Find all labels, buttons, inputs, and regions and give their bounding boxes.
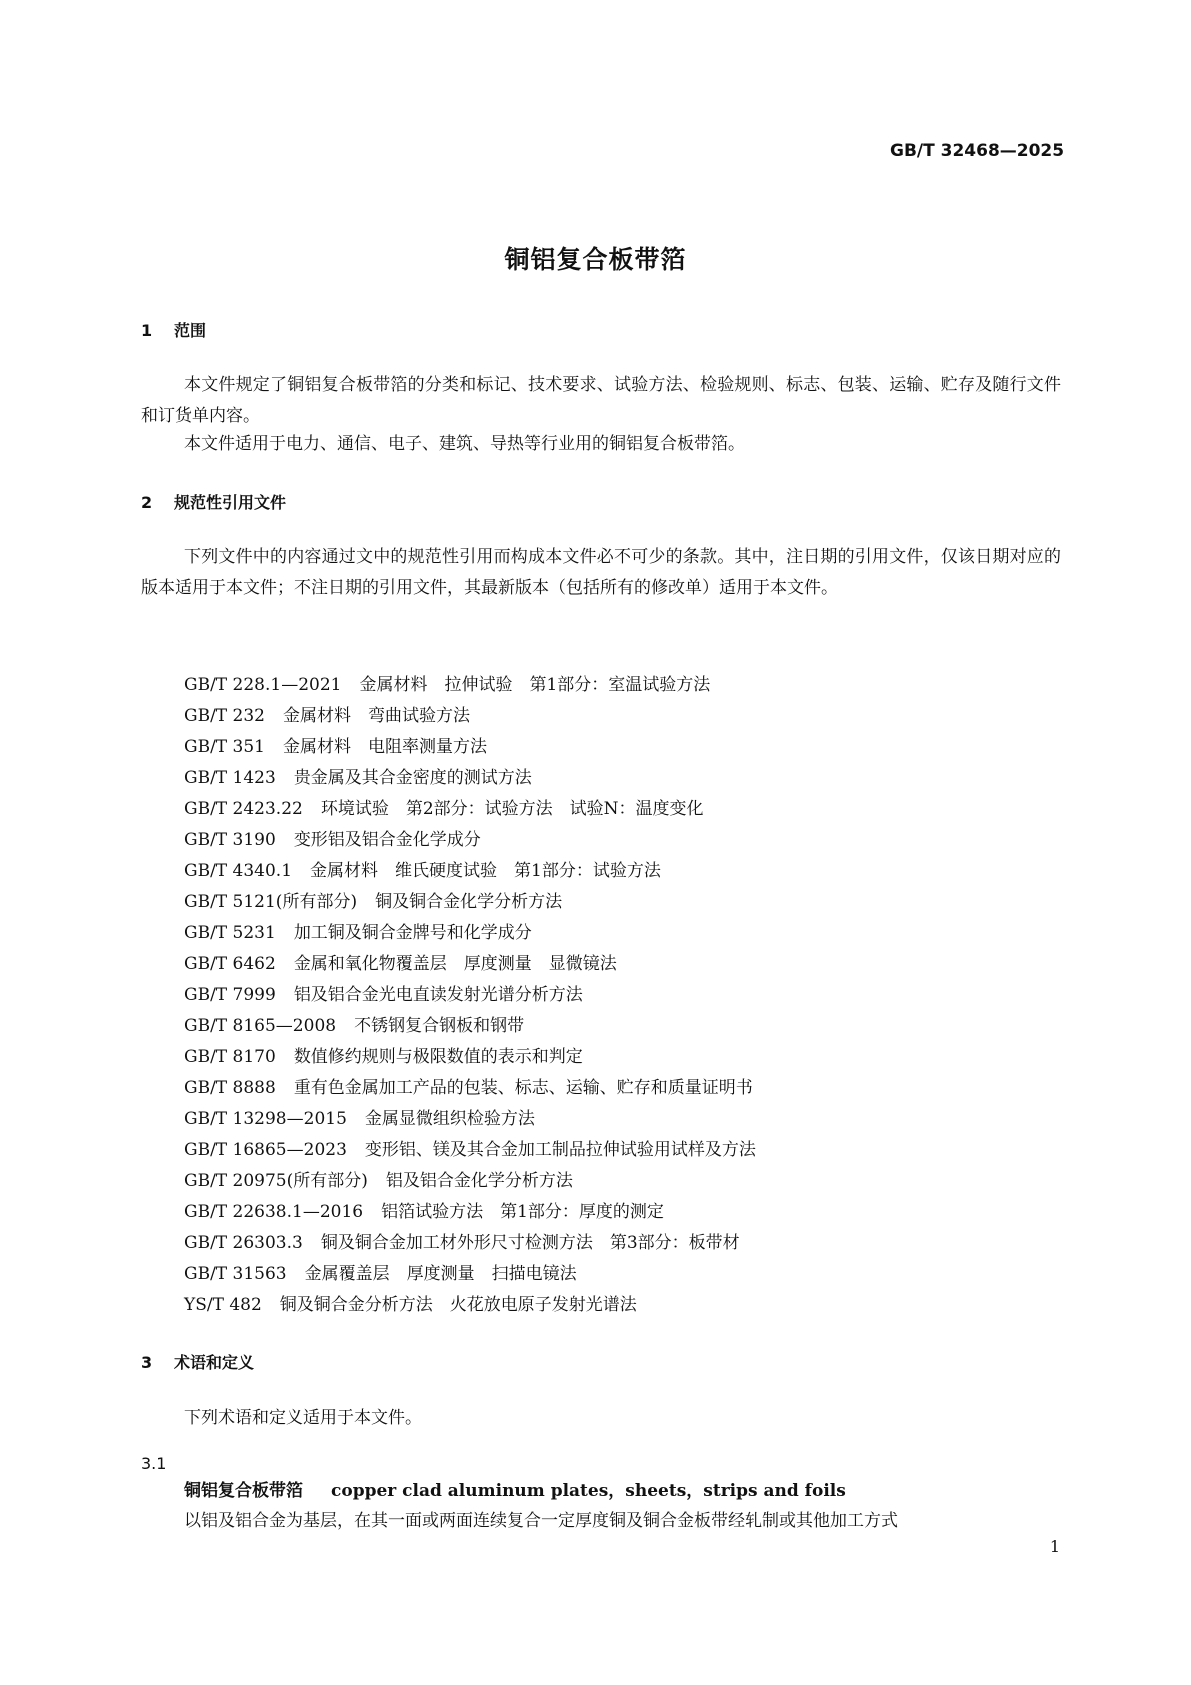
reference-title: 环境试验 第2部分：试验方法 试验N：温度变化 (320, 799, 704, 819)
reference-title: 重有色金属加工产品的包装、标志、运输、贮存和质量证明书 (293, 1078, 753, 1098)
section-number: 1 (141, 321, 153, 340)
reference-code: GB/T 7999 (184, 985, 276, 1005)
reference-code: GB/T 13298—2015 (184, 1109, 347, 1129)
reference-code: GB/T 4340.1 (184, 861, 293, 881)
reference-item (184, 825, 756, 856)
reference-title: 金属覆盖层 厚度测量 扫描电镜法 (304, 1264, 577, 1284)
section-number: 3 (141, 1353, 153, 1372)
reference-item (184, 1135, 756, 1166)
reference-item (184, 1290, 756, 1321)
reference-item (184, 856, 756, 887)
section-3-heading (141, 1350, 254, 1373)
reference-item (184, 1073, 756, 1104)
reference-title: 铝箔试验方法 第1部分：厚度的测定 (381, 1202, 664, 1222)
reference-code: GB/T 2423.22 (184, 799, 303, 819)
standard-number: GB/T 32468—2025 (890, 141, 1065, 161)
reference-title: 贵金属及其合金密度的测试方法 (293, 768, 532, 788)
reference-item (184, 1228, 756, 1259)
section-title: 规范性引用文件 (174, 493, 287, 512)
section-title: 术语和定义 (174, 1353, 255, 1372)
reference-item (184, 1197, 756, 1228)
reference-title: 铝及铝合金化学分析方法 (385, 1171, 573, 1191)
reference-code: GB/T 232 (184, 706, 265, 726)
reference-title: 铜及铜合金加工材外形尺寸检测方法 第3部分：板带材 (320, 1233, 740, 1253)
reference-item (184, 1166, 756, 1197)
reference-title: 变形铝及铝合金化学成分 (293, 830, 481, 850)
document-title: 铜铝复合板带箔 (504, 245, 687, 274)
scope-paragraph-2: 本文件适用于电力、通信、电子、建筑、导热等行业用的铜铝复合板带箔。 (184, 434, 745, 454)
reference-code: GB/T 8888 (184, 1078, 276, 1098)
reference-list (184, 670, 756, 1321)
reference-item (184, 670, 756, 701)
reference-title: 金属和氧化物覆盖层 厚度测量 显微镜法 (293, 954, 617, 974)
reference-code: GB/T 31563 (184, 1264, 287, 1284)
reference-item (184, 918, 756, 949)
reference-title: 金属显微组织检验方法 (364, 1109, 535, 1129)
reference-code: GB/T 6462 (184, 954, 276, 974)
reference-item (184, 1042, 756, 1073)
terms-intro: 下列术语和定义适用于本文件。 (184, 1408, 422, 1428)
reference-item (184, 1011, 756, 1042)
reference-item (184, 1259, 756, 1290)
reference-title: 铜及铜合金分析方法 火花放电原子发射光谱法 (279, 1295, 637, 1315)
reference-code: GB/T 8165—2008 (184, 1016, 337, 1036)
term-heading (184, 1476, 846, 1507)
reference-title: 金属材料 弯曲试验方法 (283, 706, 470, 726)
reference-title: 不锈钢复合钢板和钢带 (354, 1016, 525, 1036)
term-number: 3.1 (141, 1454, 167, 1473)
reference-code: GB/T 5231 (184, 923, 276, 943)
references-intro: 下列文件中的内容通过文中的规范性引用而构成本文件必不可少的条款。其中，注日期的引用文件，仅该日期对应的版本适用于本文件；不注日期的引用文件，其最新版本（包括所有的修改单）适用于本文件。 (141, 547, 1061, 598)
reference-item (184, 949, 756, 980)
term-chinese: 铜铝复合板带箔 (184, 1481, 303, 1501)
reference-item (184, 980, 756, 1011)
reference-title: 铜及铜合金化学分析方法 (375, 892, 563, 912)
term-definition: 以铝及铝合金为基层，在其一面或两面连续复合一定厚度铜及铜合金板带经轧制或其他加工方式 (184, 1511, 898, 1531)
reference-title: 数值修约规则与极限数值的表示和判定 (293, 1047, 583, 1067)
section-title: 范围 (174, 321, 207, 340)
reference-code: GB/T 351 (184, 737, 265, 757)
reference-title: 铝及铝合金光电直读发射光谱分析方法 (293, 985, 583, 1005)
reference-code: GB/T 8170 (184, 1047, 276, 1067)
reference-code: YS/T 482 (184, 1295, 262, 1315)
scope-paragraph-1: 本文件规定了铜铝复合板带箔的分类和标记、技术要求、试验方法、检验规则、标志、包装、运输、贮存及随行文件和订货单内容。 (141, 375, 1061, 426)
reference-item (184, 794, 756, 825)
reference-code: GB/T 20975(所有部分) (184, 1171, 368, 1191)
reference-item (184, 763, 756, 794)
reference-item (184, 887, 756, 918)
reference-item (184, 732, 756, 763)
section-number: 2 (141, 493, 153, 512)
reference-code: GB/T 16865—2023 (184, 1140, 347, 1160)
reference-code: GB/T 22638.1—2016 (184, 1202, 364, 1222)
section-2-heading (141, 490, 286, 513)
reference-code: GB/T 1423 (184, 768, 276, 788)
reference-title: 金属材料 维氏硬度试验 第1部分：试验方法 (310, 861, 661, 881)
reference-title: 加工铜及铜合金牌号和化学成分 (293, 923, 532, 943)
reference-code: GB/T 26303.3 (184, 1233, 303, 1253)
page-number: 1 (1049, 1537, 1060, 1556)
reference-code: GB/T 3190 (184, 830, 276, 850)
section-1-heading (141, 318, 206, 341)
reference-item (184, 1104, 756, 1135)
reference-code: GB/T 228.1—2021 (184, 675, 342, 695)
term-english: copper clad aluminum plates，sheets，strips and foils (331, 1481, 846, 1501)
reference-title: 金属材料 电阻率测量方法 (283, 737, 487, 757)
reference-title: 变形铝、镁及其合金加工制品拉伸试验用试样及方法 (364, 1140, 756, 1160)
reference-item (184, 701, 756, 732)
reference-title: 金属材料 拉伸试验 第1部分：室温试验方法 (359, 675, 711, 695)
reference-code: GB/T 5121(所有部分) (184, 892, 358, 912)
